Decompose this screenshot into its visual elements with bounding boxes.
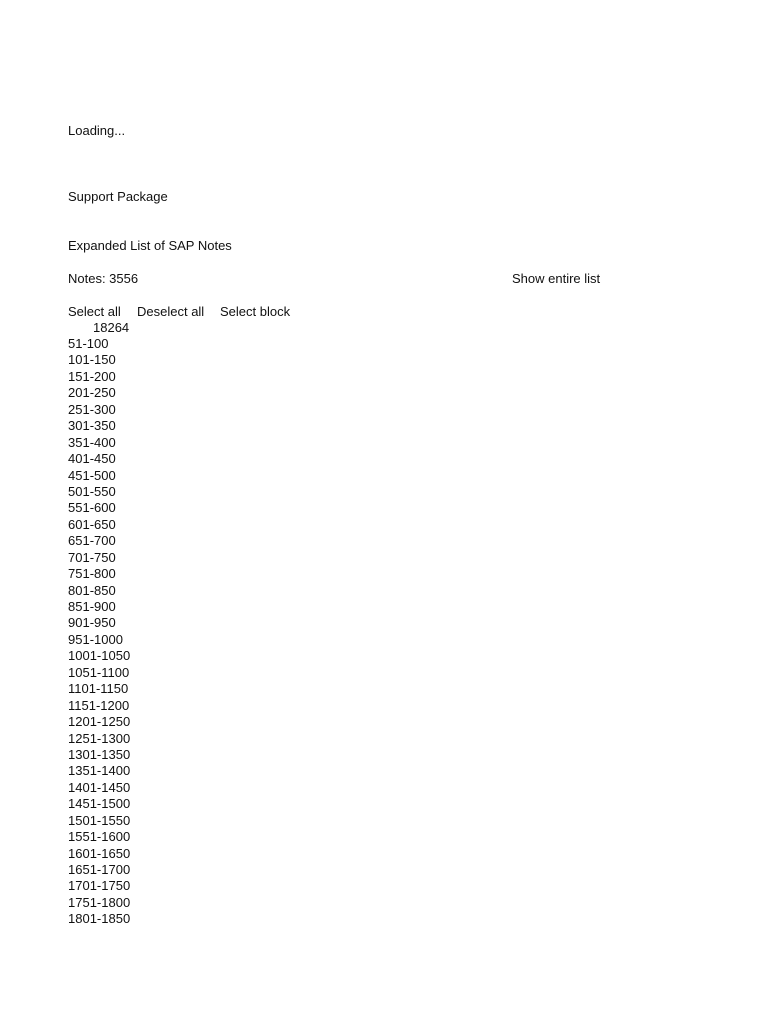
notes-list-title: Expanded List of SAP Notes: [68, 238, 232, 253]
note-range-item[interactable]: 1251-1300: [68, 730, 131, 746]
note-range-item[interactable]: 1801-1850: [68, 911, 131, 927]
deselect-all-link[interactable]: Deselect all: [137, 304, 205, 319]
note-range-item[interactable]: 401-450: [68, 451, 116, 467]
note-range-item[interactable]: 1751-1800: [68, 894, 131, 910]
select-block-link[interactable]: Select block: [220, 304, 291, 319]
note-range-item[interactable]: 1701-1750: [68, 878, 131, 894]
note-range-item[interactable]: 1101-1150: [68, 681, 129, 697]
note-range-item[interactable]: 1201-1250: [68, 714, 131, 730]
note-range-item[interactable]: 1001-1050: [68, 648, 131, 664]
select-all-link[interactable]: Select all: [68, 304, 121, 319]
notes-count: Notes: 3556: [68, 271, 139, 286]
note-range-item[interactable]: 451-500: [68, 467, 116, 483]
note-range-item[interactable]: 151-200: [68, 368, 116, 384]
block-select-value[interactable]: 18264: [93, 320, 130, 335]
support-package-heading: Support Package: [68, 189, 168, 204]
note-range-item[interactable]: 951-1000: [68, 631, 123, 647]
note-range-item[interactable]: 851-900: [68, 599, 116, 614]
note-range-item[interactable]: 751-800: [68, 566, 116, 582]
note-range-item[interactable]: 351-400: [68, 434, 116, 450]
note-range-item[interactable]: 251-300: [68, 401, 116, 417]
note-range-item[interactable]: 1651-1700: [68, 862, 131, 877]
note-range-item[interactable]: 801-850: [68, 582, 116, 598]
note-range-item[interactable]: 1401-1450: [68, 779, 131, 795]
note-range-item[interactable]: 501-550: [68, 483, 116, 499]
note-range-item[interactable]: 51-100: [68, 336, 109, 351]
note-range-item[interactable]: 201-250: [68, 385, 116, 401]
note-range-item[interactable]: 1601-1650: [68, 845, 131, 861]
note-range-item[interactable]: 551-600: [68, 500, 116, 516]
note-range-item[interactable]: 1551-1600: [68, 829, 131, 845]
show-entire-list-link[interactable]: Show entire list: [512, 271, 601, 286]
note-range-item[interactable]: 1051-1100: [68, 664, 130, 680]
note-range-item[interactable]: 301-350: [68, 418, 116, 434]
note-range-item[interactable]: 901-950: [68, 615, 116, 631]
note-range-item[interactable]: 651-700: [68, 533, 116, 549]
note-range-item[interactable]: 1501-1550: [68, 812, 131, 828]
note-range-item[interactable]: 1351-1400: [68, 763, 131, 779]
note-range-item[interactable]: 1301-1350: [68, 746, 131, 762]
loading-indicator-text: Loading...: [68, 123, 126, 138]
note-range-item[interactable]: 601-650: [68, 516, 116, 532]
note-range-item[interactable]: 701-750: [68, 549, 116, 565]
note-range-list: [68, 336, 130, 928]
note-range-item[interactable]: 1151-1200: [68, 697, 130, 713]
note-range-item[interactable]: 101-150: [68, 352, 116, 368]
note-range-item[interactable]: 1451-1500: [68, 796, 131, 812]
